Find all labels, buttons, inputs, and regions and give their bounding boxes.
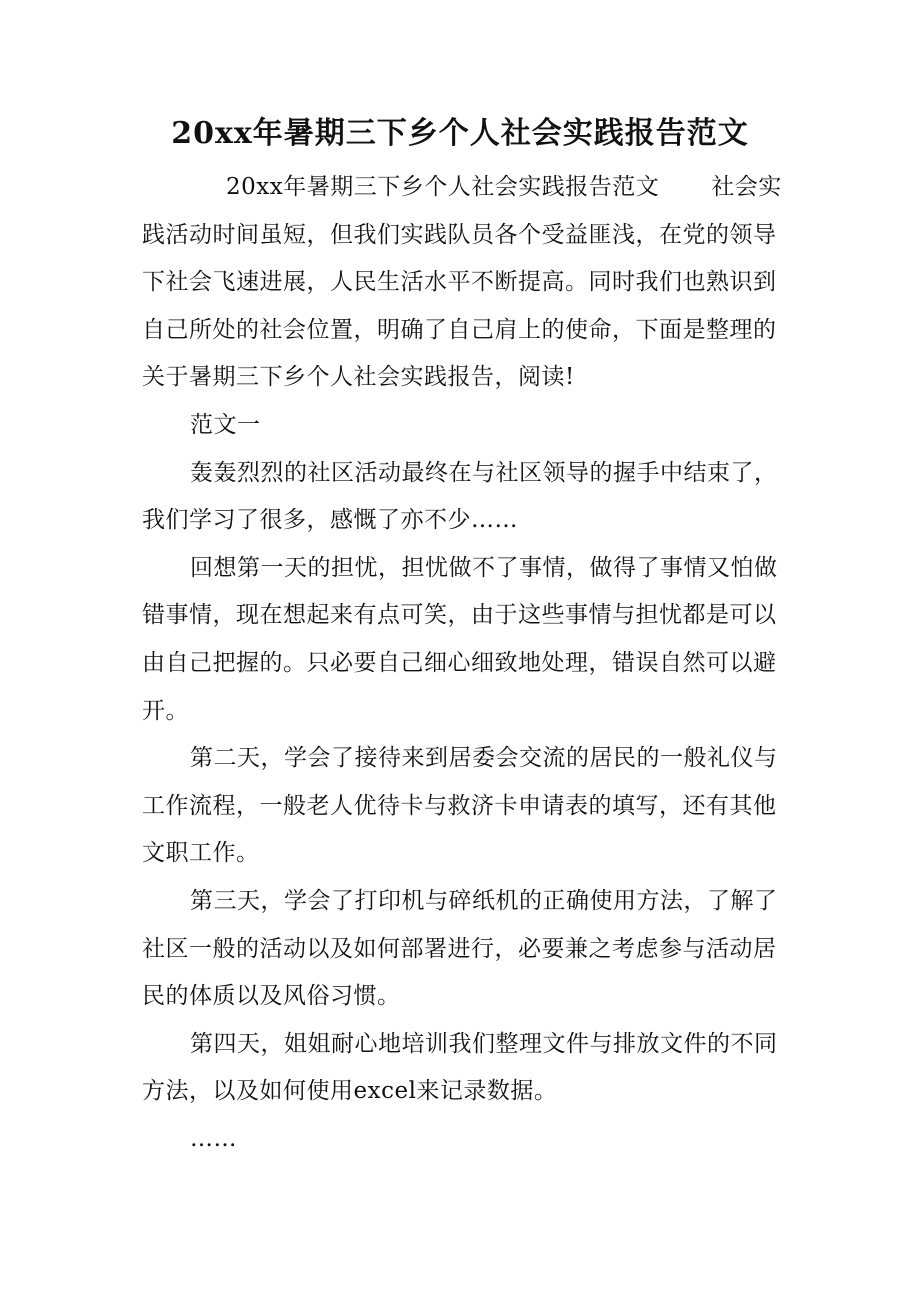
section-heading: 范文一 bbox=[190, 411, 261, 438]
intro-lead: 20xx年暑期三下乡个人社会实践报告范文 bbox=[226, 174, 660, 200]
document-body bbox=[142, 164, 782, 1163]
intro-paragraph bbox=[142, 164, 782, 402]
body-paragraph: 回想第一天的担忧，担忧做不了事情，做得了事情又怕做错事情，现在想起来有点可笑，由于这些事情与担忧都是可以由自己把握的。只必要自己细心细致地处理，错误自然可以避开。 bbox=[142, 554, 778, 724]
ellipsis: …… bbox=[190, 1125, 237, 1152]
body-paragraph: 第三天，学会了打印机与碎纸机的正确使用方法，了解了社区一般的活动以及如何部署进行，必要兼之考虑参与活动居民的体质以及风俗习惯。 bbox=[142, 887, 778, 1010]
body-paragraph: 轰轰烈烈的社区活动最终在与社区领导的握手中结束了，我们学习了很多，感慨了亦不少…… bbox=[142, 459, 778, 534]
intro-text: 社会实践活动时间虽短，但我们实践队员各个受益匪浅，在党的领导下社会飞速进展，人民生活水平不断提高。同时我们也熟识到自己所处的社会位置，明确了自己肩上的使命，下面是整理的关于暑期三下乡个人社会实践报告，阅读! bbox=[142, 174, 782, 391]
body-paragraph: 第二天，学会了接待来到居委会交流的居民的一般礼仪与工作流程，一般老人优待卡与救济卡申请表的填写，还有其他文职工作。 bbox=[142, 745, 778, 867]
document-title: 20xx年暑期三下乡个人社会实践报告范文 bbox=[171, 116, 749, 151]
body-paragraph: 第四天，姐姐耐心地培训我们整理文件与排放文件的不同方法，以及如何使用excel来记录数据。 bbox=[142, 1030, 778, 1105]
